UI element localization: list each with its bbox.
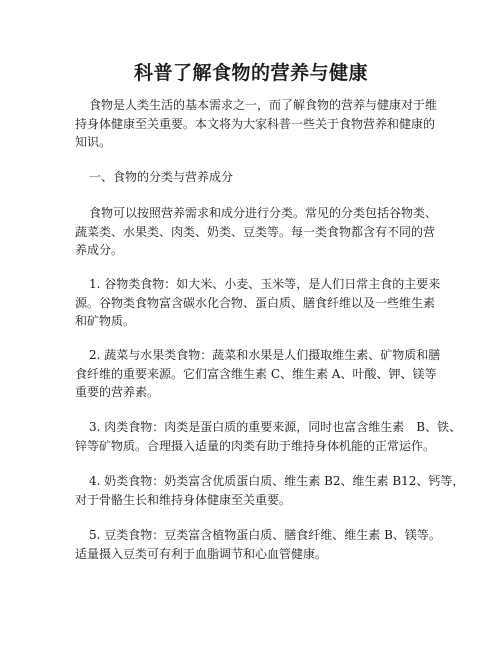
text-line: 5. 豆类食物：豆类富含植物蛋白质、膳食纤维、维生素 B、镁等。 — [89, 528, 441, 542]
text-line: 对于骨骼生长和维持身体健康至关重要。 — [75, 492, 292, 507]
dairy-paragraph — [75, 472, 475, 509]
text-line: 知识。 — [75, 135, 112, 149]
classification-paragraph — [75, 204, 475, 260]
meat-paragraph — [75, 418, 475, 455]
text-line: 2. 蔬菜与水果类食物：蔬菜和水果是人们摄取维生素、矿物质和膳 — [89, 348, 441, 362]
text-line: 蔬菜类、水果类、肉类、奶类、豆类等。每一类食物都含有不同的营 — [75, 224, 436, 239]
vegetable-fruit-paragraph — [75, 346, 475, 402]
section-heading — [75, 168, 475, 187]
text-line: 一、食物的分类与营养成分 — [89, 170, 234, 184]
text-line: 源。谷物类食物富含碳水化合物、蛋白质、膳食纤维以及一些维生素 — [75, 295, 436, 310]
text-line: 4. 奶类食物：奶类富含优质蛋白质、维生素 B2、维生素 B12、钙等， — [89, 474, 465, 488]
text-line: 和矿物质。 — [75, 314, 136, 328]
grain-paragraph — [75, 275, 475, 331]
text-line: 食物可以按照营养需求和成分进行分类。常见的分类包括谷物类、 — [89, 206, 438, 220]
legume-paragraph — [75, 526, 475, 563]
text-line: 1. 谷物类食物：如大米、小麦、玉米等，是人们日常主食的主要来 — [89, 277, 441, 291]
page-title: 科普了解食物的营养与健康 — [133, 62, 368, 84]
text-line: 3. 肉类食物：肉类是蛋白质的重要来源，同时也富含维生素 B、铁、 — [89, 420, 462, 434]
text-line: 锌等矿物质。合理摄入适量的肉类有助于维持身体机能的正常运作。 — [75, 438, 436, 453]
text-line: 食纤维的重要来源。它们富含维生素 C、维生素 A、叶酸、钾、镁等 — [75, 366, 437, 381]
text-line: 适量摄入豆类可有利于血脂调节和心血管健康。 — [75, 546, 328, 561]
text-line: 持身体健康至关重要。本文将为大家科普一些关于食物营养和健康的 — [75, 116, 436, 131]
intro-paragraph — [75, 96, 475, 152]
text-line: 重要的营养素。 — [75, 385, 160, 399]
text-line: 养成分。 — [75, 243, 124, 257]
text-line: 食物是人类生活的基本需求之一，而了解食物的营养与健康对于维 — [89, 98, 438, 112]
